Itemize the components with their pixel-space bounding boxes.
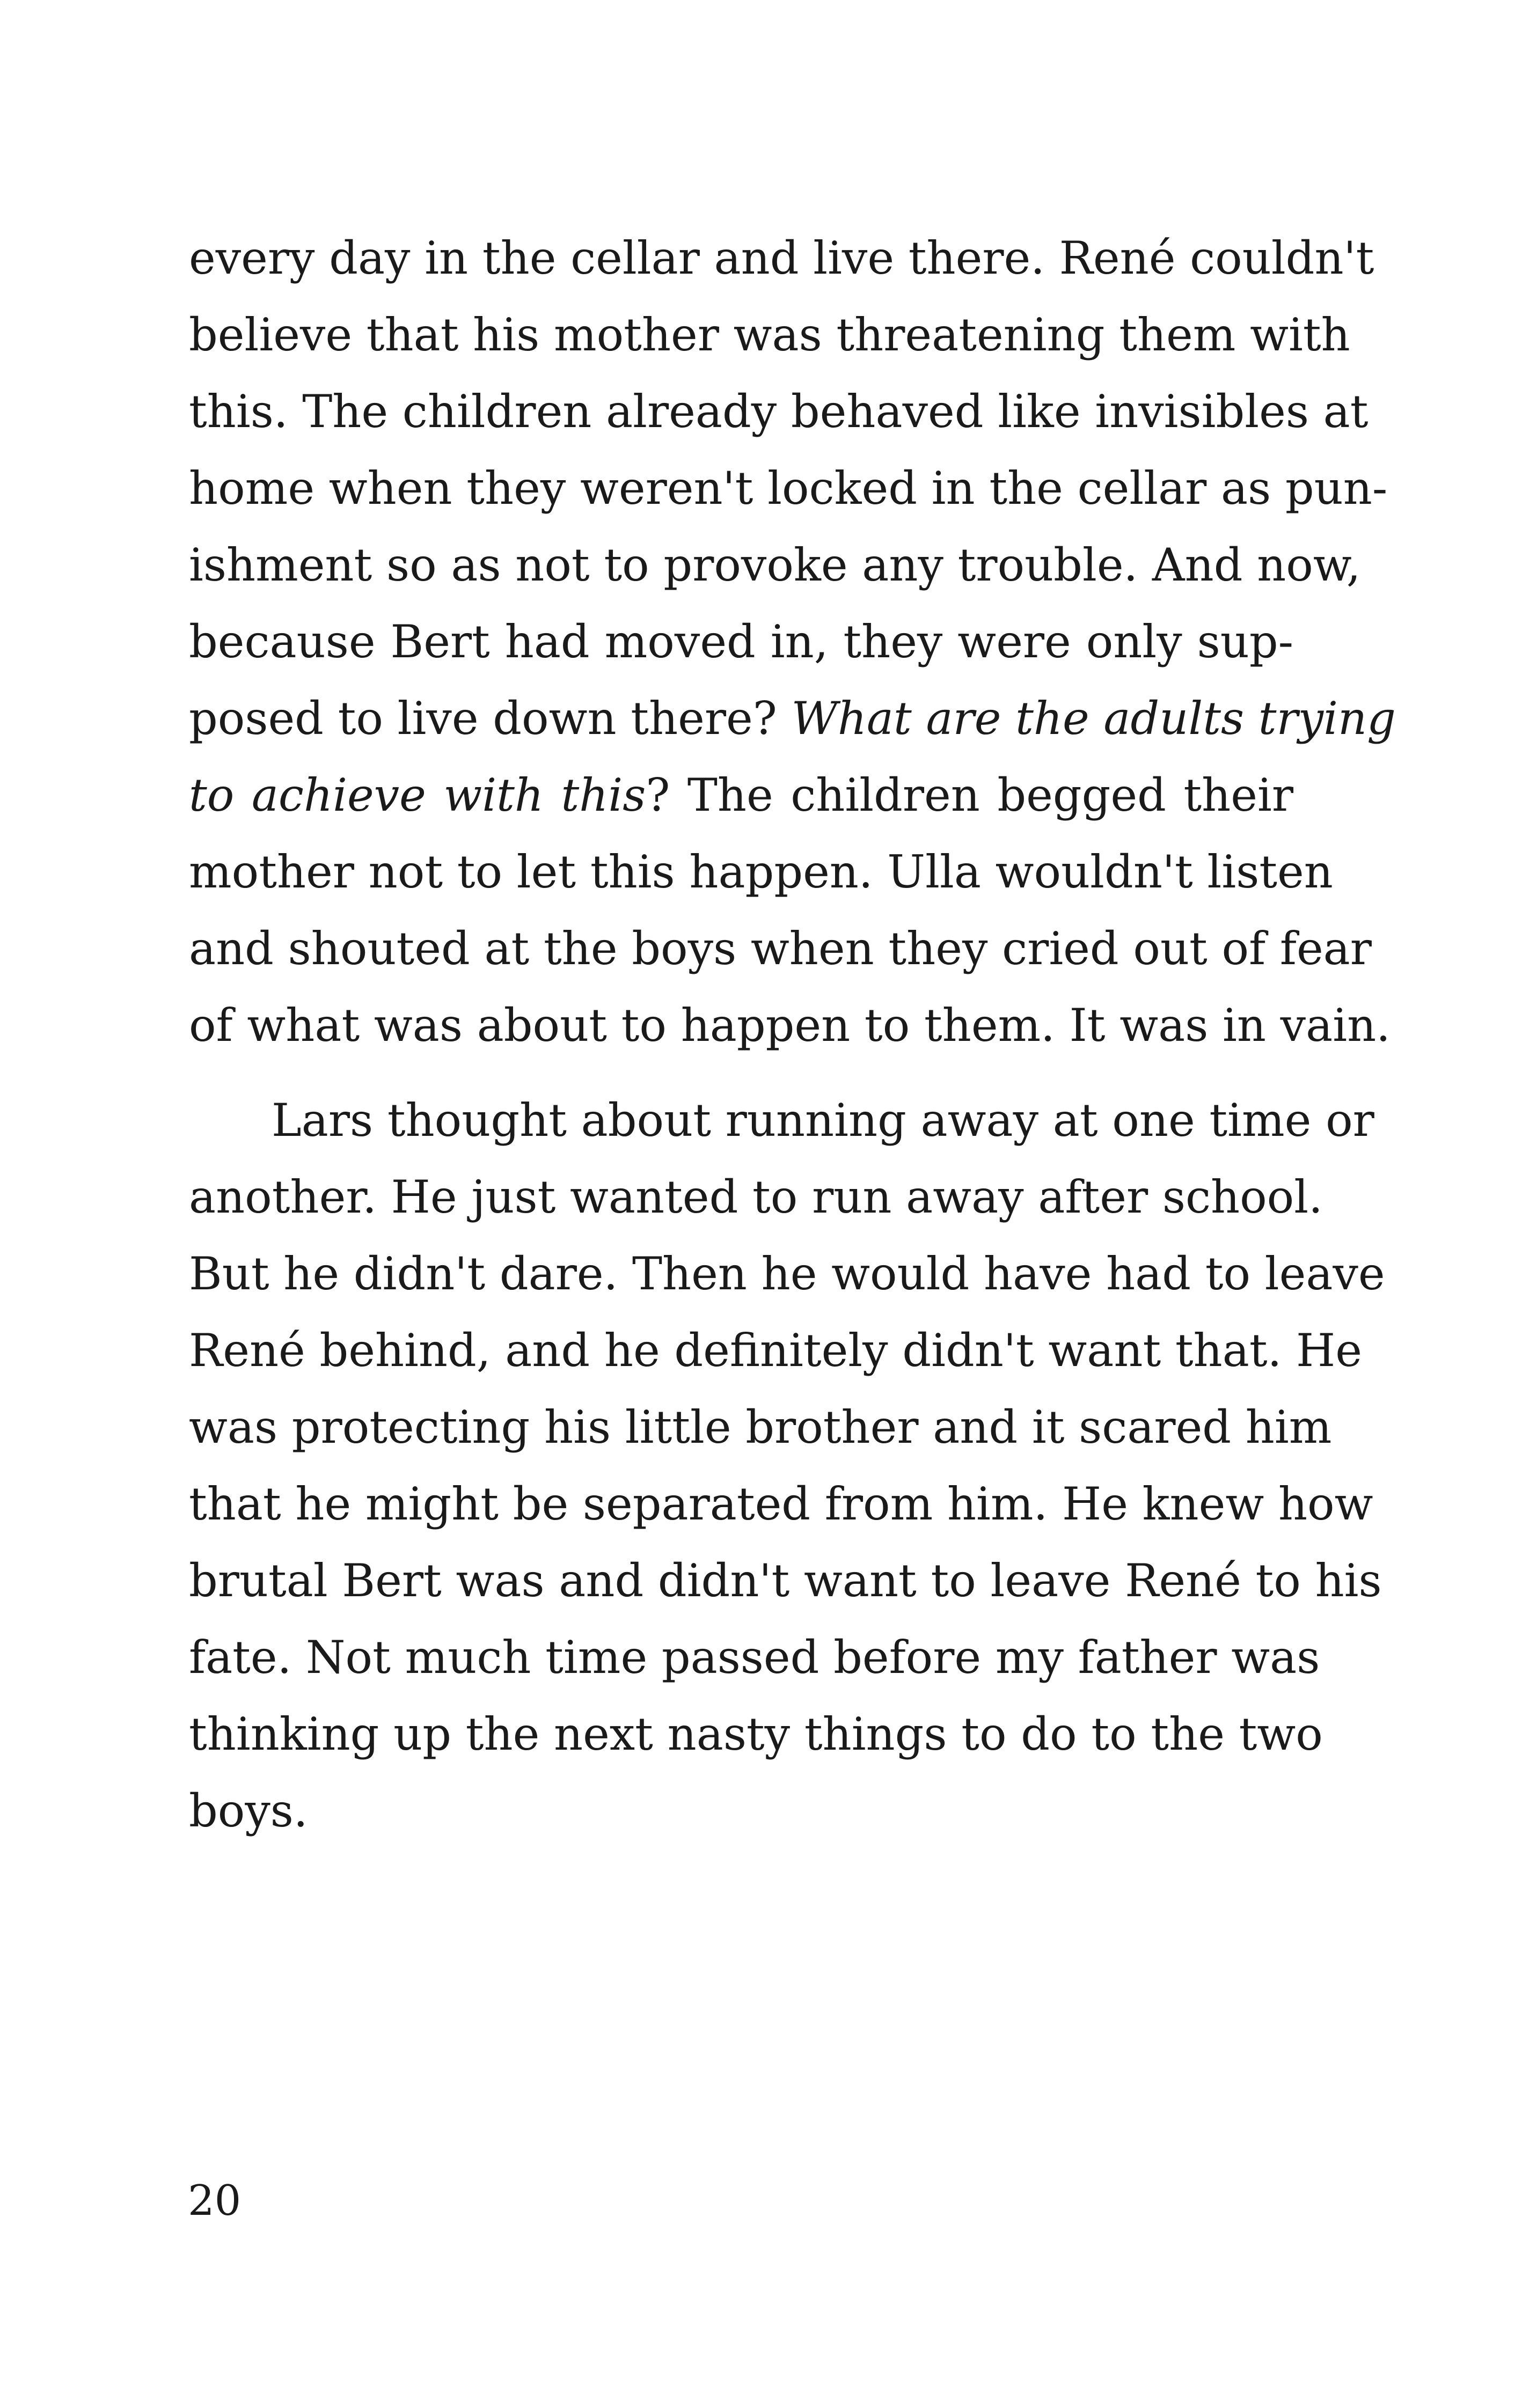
text-line xyxy=(189,1543,1382,1619)
text-line xyxy=(189,1389,1332,1466)
text-line xyxy=(189,373,1369,450)
text-line xyxy=(189,987,1391,1064)
text-line xyxy=(189,450,1388,527)
page-number: 20 xyxy=(188,2177,242,2225)
text-segment: of what was about to happen to them. It was in vain. xyxy=(189,999,1391,1052)
text-line xyxy=(189,1466,1373,1543)
text-segment: this. The children already behaved like invisibles at xyxy=(189,385,1369,438)
text-line xyxy=(189,604,1293,680)
text-segment: and shouted at the boys when they cried out of fear xyxy=(189,922,1372,975)
text-line xyxy=(189,757,1293,834)
body-text xyxy=(189,220,1396,1849)
text-segment: brutal Bert was and didn't want to leave René to his xyxy=(189,1554,1382,1607)
paragraph-1 xyxy=(189,220,1396,1064)
text-segment: every day in the cellar and live there. René couldn't xyxy=(189,232,1374,284)
text-segment: mother not to let this happen. Ulla wouldn't listen xyxy=(189,846,1333,898)
text-line xyxy=(189,1619,1320,1696)
text-line xyxy=(189,1312,1362,1389)
text-line xyxy=(189,1236,1385,1312)
text-segment: that he might be separated from him. He knew how xyxy=(189,1478,1373,1530)
text-segment: was protecting his little brother and it scared him xyxy=(189,1401,1332,1453)
text-segment: ishment so as not to provoke any trouble. And now, xyxy=(189,539,1361,591)
italic-text: to achieve with this xyxy=(189,769,646,821)
text-segment: posed to live down there? xyxy=(189,692,792,745)
text-line xyxy=(189,834,1333,911)
text-line xyxy=(189,1082,1374,1159)
text-segment: home when they weren't locked in the cellar as pun- xyxy=(189,462,1388,515)
text-segment: thinking up the next nasty things to do to the two xyxy=(189,1708,1323,1760)
paragraph-2 xyxy=(189,1082,1385,1849)
text-segment: another. He just wanted to run away after school. xyxy=(189,1171,1323,1223)
text-line xyxy=(189,1159,1323,1236)
text-line xyxy=(189,1696,1323,1773)
text-line xyxy=(189,527,1361,604)
text-line xyxy=(189,911,1372,987)
text-line xyxy=(189,1773,1293,1849)
paragraph-gap xyxy=(189,1064,1293,1082)
text-segment: because Bert had moved in, they were only sup- xyxy=(189,615,1293,668)
text-segment: René behind, and he definitely didn't want that. He xyxy=(189,1324,1362,1377)
text-line xyxy=(189,680,1396,757)
text-segment: believe that his mother was threatening them with xyxy=(189,309,1350,361)
text-segment: Lars thought about running away at one time or xyxy=(272,1094,1374,1147)
text-segment: fate. Not much time passed before my father was xyxy=(189,1631,1320,1684)
text-line xyxy=(189,297,1350,373)
text-segment: ? The children begged their xyxy=(646,769,1293,821)
text-segment: boys. xyxy=(189,1785,308,1837)
text-line xyxy=(189,220,1374,297)
italic-text: What are the adults trying xyxy=(791,692,1396,745)
text-segment: But he didn't dare. Then he would have had to leave xyxy=(189,1247,1385,1300)
